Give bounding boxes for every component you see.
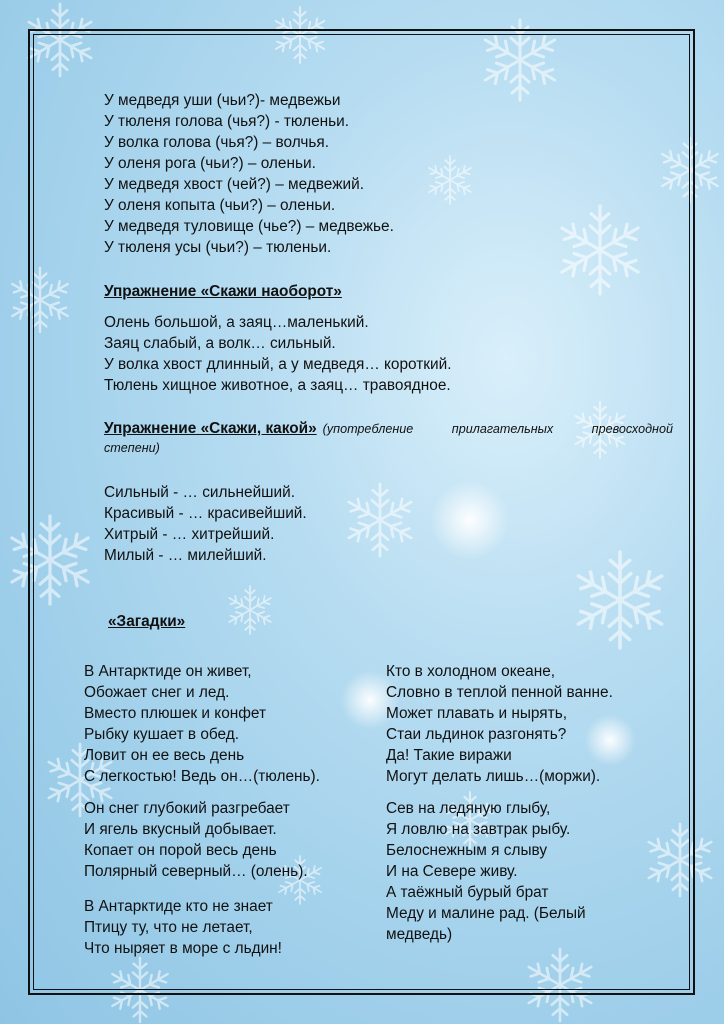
riddle-line: Да! Такие виражи xyxy=(386,747,512,764)
exercise-which-heading-row xyxy=(104,418,673,440)
riddle-polar-bear xyxy=(386,798,586,945)
exercise-line: Красивый - … красивейший. xyxy=(104,505,307,522)
riddle-line: Полярный северный… (олень). xyxy=(84,863,308,880)
riddle-line: Рыбку кушает в обед. xyxy=(84,726,240,743)
possessive-list xyxy=(104,90,394,258)
riddle-line: Меду и малине рад. (Белый xyxy=(386,905,586,922)
riddle-line: Птицу ту, что не летает, xyxy=(84,919,253,936)
possessive-line: У медведя хвост (чей?) – медвежий. xyxy=(104,176,364,193)
exercise-line: Заяц слабый, а волк… сильный. xyxy=(104,335,336,352)
exercise-line: Олень большой, а заяц…маленький. xyxy=(104,314,369,331)
exercise-which-note: (употребление прилагательных превосходной xyxy=(322,422,673,436)
riddle-line: Ловит он ее весь день xyxy=(84,747,245,764)
riddle-line: Могут делать лишь…(моржи). xyxy=(386,768,601,785)
riddle-line: Я ловлю на завтрак рыбу. xyxy=(386,821,571,838)
riddle-walrus xyxy=(386,661,613,787)
riddle-seal xyxy=(84,661,320,787)
exercise-line: Милый - … милейший. xyxy=(104,547,267,564)
riddle-penguin xyxy=(84,896,282,959)
possessive-line: У оленя рога (чьи?) – оленьи. xyxy=(104,155,316,172)
riddles-heading: «Загадки» xyxy=(108,613,186,630)
possessive-line: У тюленя усы (чьи?) – тюленьи. xyxy=(104,239,332,256)
riddle-line: В Антарктиде кто не знает xyxy=(84,898,273,915)
riddle-line: Стаи льдинок разгонять? xyxy=(386,726,567,743)
exercise-which-list xyxy=(104,482,307,566)
exercise-which-note-continued: степени) xyxy=(104,441,160,455)
riddle-line: Сев на ледяную глыбу, xyxy=(386,800,551,817)
riddle-line: В Антарктиде он живет, xyxy=(84,663,252,680)
riddle-line: Белоснежным я слыву xyxy=(386,842,548,859)
riddle-line: И ягель вкусный добывает. xyxy=(84,821,277,838)
riddle-line: И на Севере живу. xyxy=(386,863,518,880)
possessive-line: У тюленя голова (чья?) - тюленьи. xyxy=(104,113,350,130)
riddle-line: Кто в холодном океане, xyxy=(386,663,556,680)
exercise-line: Хитрый - … хитрейший. xyxy=(104,526,275,543)
riddle-line: Обожает снег и лед. xyxy=(84,684,230,701)
exercise-line: Сильный - … сильнейший. xyxy=(104,484,295,501)
riddle-line: Может плавать и нырять, xyxy=(386,705,567,722)
riddle-line: Копает он порой весь день xyxy=(84,842,277,859)
possessive-line: У медведя уши (чьи?)- медвежьи xyxy=(104,92,341,109)
riddle-line: Что ныряет в море с льдин! xyxy=(84,940,282,957)
riddle-line: С легкостью! Ведь он…(тюлень). xyxy=(84,768,320,785)
possessive-line: У волка голова (чья?) – волчья. xyxy=(104,134,330,151)
riddle-line: Он снег глубокий разгребает xyxy=(84,800,290,817)
exercise-line: У волка хвост длинный, а у медведя… короткий. xyxy=(104,356,452,373)
exercise-opposite-heading: Упражнение «Скажи наоборот» xyxy=(104,283,342,300)
riddle-reindeer xyxy=(84,798,308,882)
riddle-line: А таёжный бурый брат xyxy=(386,884,549,901)
exercise-which-heading: Упражнение «Скажи, какой» xyxy=(104,420,317,437)
riddle-line: Словно в теплой пенной ванне. xyxy=(386,684,613,701)
riddle-line: медведь) xyxy=(386,926,453,943)
exercise-line: Тюлень хищное животное, а заяц… травоядное. xyxy=(104,377,451,394)
riddle-line: Вместо плюшек и конфет xyxy=(84,705,267,722)
exercise-opposite-list xyxy=(104,312,452,396)
possessive-line: У оленя копыта (чьи?) – оленьи. xyxy=(104,197,336,214)
possessive-line: У медведя туловище (чье?) – медвежье. xyxy=(104,218,394,235)
